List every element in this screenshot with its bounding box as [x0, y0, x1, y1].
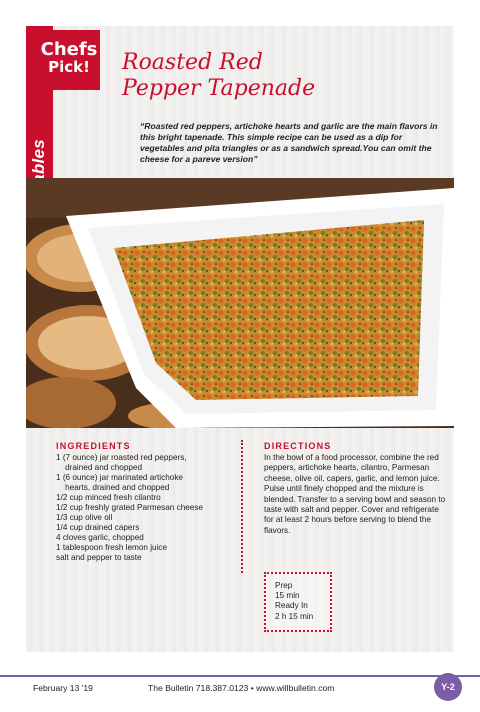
directions-heading: DIRECTIONS — [264, 441, 332, 451]
directions-text: In the bowl of a food processor, combine the red peppers, artichoke hearts, cilantro, Parmesan cheese, olive oil, capers, garlic, and lemon juice. Pulse until finely chopped and the mixture is blended. Transfer to a serving bowl and season to taste with salt and pepper. Cover and refrigerate for at least 2 hours before serving to blend the flavors. — [264, 453, 446, 535]
ingredients-heading: INGREDIENTS — [56, 441, 131, 451]
badge-line-2: Pick! — [48, 58, 90, 76]
ingredient-line: 1 (7 ounce) jar roasted red peppers, — [56, 453, 187, 462]
ready-value: 2 h 15 min — [275, 611, 314, 621]
section-divider — [241, 440, 243, 573]
ingredient-line: drained and chopped — [56, 463, 143, 472]
ingredient-line: 4 cloves garlic, chopped — [56, 533, 144, 542]
directions-section — [264, 441, 449, 536]
recipe-photo — [26, 178, 454, 428]
prep-time-box — [264, 572, 332, 632]
prep-label: Prep — [275, 581, 293, 590]
chefs-pick-logo — [38, 30, 100, 90]
footer-publication: The Bulletin 718.387.0123 • www.willbulletin.com — [148, 683, 335, 693]
recipe-intro: “Roasted red peppers, artichoke hearts and garlic are the main flavors in this bright tapenade. This simple recipe can be used as a dip for vegetables and pita triangles or as a sandwich spread.You can omit the cheese for a pareve version” — [140, 121, 438, 164]
badge-line-1: Chefs — [40, 39, 98, 60]
ingredient-line: 1 (6 ounce) jar marinated artichoke — [56, 473, 183, 482]
footer-date: February 13 '19 — [33, 683, 93, 693]
tapenade-photo-illustration — [26, 178, 454, 428]
ingredient-line: 1/3 cup olive oil — [56, 513, 113, 522]
recipe-title-line-2: Pepper Tapenade — [122, 76, 316, 101]
ingredient-line: hearts, drained and chopped — [56, 483, 170, 492]
page-number-badge: Y-2 — [434, 673, 462, 701]
ingredient-line: 1 tablespoon fresh lemon juice — [56, 543, 168, 552]
recipe-title-line-1: Roasted Red — [122, 50, 263, 75]
recipe-title — [122, 50, 315, 102]
ingredient-line: 1/4 cup drained capers — [56, 523, 140, 532]
ingredient-line: salt and pepper to taste — [56, 553, 142, 562]
prep-value: 15 min — [275, 591, 300, 601]
footer — [0, 680, 480, 702]
ready-label: Ready In — [275, 601, 308, 611]
ingredients-list — [56, 453, 236, 563]
ingredient-line: 1/2 cup minced fresh cilantro — [56, 493, 161, 502]
footer-rule — [0, 675, 480, 677]
ingredients-section — [56, 441, 236, 563]
ingredient-line: 1/2 cup freshly grated Parmesan cheese — [56, 503, 204, 512]
